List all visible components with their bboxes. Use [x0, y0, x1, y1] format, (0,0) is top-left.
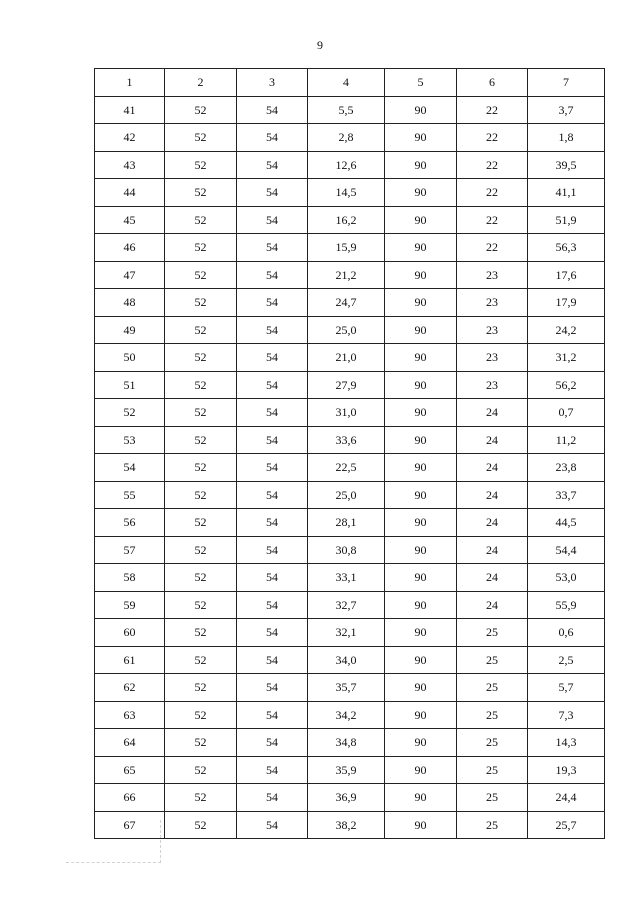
table-cell: 47	[95, 261, 165, 289]
table-cell: 90	[385, 674, 457, 702]
table-cell: 23	[457, 344, 528, 372]
table-cell: 52	[165, 701, 237, 729]
table-cell: 54	[237, 454, 308, 482]
table-row	[95, 426, 605, 454]
table-cell: 54	[237, 564, 308, 592]
table-cell: 30,8	[308, 536, 385, 564]
table-cell: 90	[385, 454, 457, 482]
table-cell: 52	[165, 206, 237, 234]
column-header: 7	[528, 69, 605, 97]
table-cell: 35,7	[308, 674, 385, 702]
table-cell: 48	[95, 289, 165, 317]
table-cell: 52	[165, 124, 237, 152]
table-cell: 52	[165, 564, 237, 592]
table-cell: 90	[385, 316, 457, 344]
table-cell: 90	[385, 261, 457, 289]
table-cell: 58	[95, 564, 165, 592]
table-cell: 90	[385, 234, 457, 262]
table-header-row	[95, 69, 605, 97]
table-cell: 90	[385, 206, 457, 234]
table-cell: 24	[457, 454, 528, 482]
page-number: 9	[317, 38, 323, 52]
table-cell: 52	[165, 371, 237, 399]
table-cell: 21,0	[308, 344, 385, 372]
table-row	[95, 234, 605, 262]
table-cell: 56,2	[528, 371, 605, 399]
table-cell: 53,0	[528, 564, 605, 592]
table-cell: 24	[457, 481, 528, 509]
table-cell: 34,8	[308, 729, 385, 757]
table-row	[95, 454, 605, 482]
table-cell: 90	[385, 179, 457, 207]
table-cell: 41,1	[528, 179, 605, 207]
table-row	[95, 289, 605, 317]
table-cell: 54	[237, 96, 308, 124]
table-cell: 33,1	[308, 564, 385, 592]
table-cell: 54	[237, 591, 308, 619]
table-cell: 54	[237, 481, 308, 509]
table-cell: 54	[237, 261, 308, 289]
table-cell: 54	[237, 151, 308, 179]
table-cell: 56,3	[528, 234, 605, 262]
table-cell: 52	[165, 399, 237, 427]
table-cell: 54	[237, 234, 308, 262]
table-cell: 52	[165, 674, 237, 702]
table-row	[95, 481, 605, 509]
table-row	[95, 674, 605, 702]
table-cell: 60	[95, 619, 165, 647]
table-cell: 52	[165, 289, 237, 317]
table-cell: 25	[457, 701, 528, 729]
table-cell: 90	[385, 124, 457, 152]
table-cell: 24	[457, 426, 528, 454]
table-cell: 52	[165, 316, 237, 344]
table-cell: 54	[237, 371, 308, 399]
table-cell: 54	[237, 701, 308, 729]
table-cell: 22	[457, 206, 528, 234]
table-cell: 24	[457, 399, 528, 427]
table-cell: 90	[385, 729, 457, 757]
table-cell: 25	[457, 619, 528, 647]
table-cell: 64	[95, 729, 165, 757]
column-header: 3	[237, 69, 308, 97]
table-cell: 54	[237, 674, 308, 702]
table-cell: 54	[237, 729, 308, 757]
table-cell: 90	[385, 591, 457, 619]
table-cell: 52	[165, 151, 237, 179]
table-cell: 90	[385, 96, 457, 124]
table-cell: 52	[165, 646, 237, 674]
table-row	[95, 151, 605, 179]
table-cell: 56	[95, 509, 165, 537]
table-cell: 21,2	[308, 261, 385, 289]
table-cell: 25	[457, 646, 528, 674]
table-cell: 52	[165, 591, 237, 619]
table-cell: 61	[95, 646, 165, 674]
table-row	[95, 564, 605, 592]
table-cell: 5,7	[528, 674, 605, 702]
table-cell: 22	[457, 179, 528, 207]
table-cell: 5,5	[308, 96, 385, 124]
table-cell: 23	[457, 316, 528, 344]
table-cell: 34,0	[308, 646, 385, 674]
table-cell: 24	[457, 591, 528, 619]
table-cell: 52	[165, 509, 237, 537]
table-cell: 90	[385, 811, 457, 839]
table-cell: 52	[165, 536, 237, 564]
table-cell: 54	[237, 206, 308, 234]
table-row	[95, 344, 605, 372]
table-cell: 15,9	[308, 234, 385, 262]
table-cell: 39,5	[528, 151, 605, 179]
table-cell: 19,3	[528, 756, 605, 784]
table-cell: 51	[95, 371, 165, 399]
table-cell: 55	[95, 481, 165, 509]
table-cell: 59	[95, 591, 165, 619]
table-cell: 90	[385, 344, 457, 372]
table-cell: 90	[385, 151, 457, 179]
table-cell: 52	[165, 481, 237, 509]
table-cell: 24	[457, 509, 528, 537]
table-row	[95, 591, 605, 619]
table-row	[95, 811, 605, 839]
data-table	[94, 68, 605, 839]
table-cell: 90	[385, 756, 457, 784]
table-cell: 1,8	[528, 124, 605, 152]
table-cell: 22	[457, 151, 528, 179]
table-cell: 24	[457, 564, 528, 592]
table-cell: 50	[95, 344, 165, 372]
table-row	[95, 371, 605, 399]
table-cell: 54	[237, 426, 308, 454]
table-row	[95, 206, 605, 234]
table-cell: 54	[237, 536, 308, 564]
table-cell: 33,6	[308, 426, 385, 454]
table-row	[95, 316, 605, 344]
table-cell: 23	[457, 261, 528, 289]
table-row	[95, 784, 605, 812]
table-cell: 54	[237, 179, 308, 207]
table-body	[95, 96, 605, 839]
table-row	[95, 729, 605, 757]
table-cell: 24,2	[528, 316, 605, 344]
table-cell: 54	[237, 811, 308, 839]
table-cell: 17,9	[528, 289, 605, 317]
table-cell: 52	[165, 454, 237, 482]
table-cell: 25,0	[308, 316, 385, 344]
table-cell: 25,0	[308, 481, 385, 509]
table-cell: 54	[95, 454, 165, 482]
table-cell: 44,5	[528, 509, 605, 537]
table-cell: 52	[165, 619, 237, 647]
table-cell: 45	[95, 206, 165, 234]
table-cell: 52	[165, 426, 237, 454]
table-cell: 7,3	[528, 701, 605, 729]
column-header: 4	[308, 69, 385, 97]
table-cell: 90	[385, 619, 457, 647]
table-cell: 41	[95, 96, 165, 124]
table-cell: 54	[237, 756, 308, 784]
table-cell: 32,7	[308, 591, 385, 619]
table-cell: 90	[385, 784, 457, 812]
table-cell: 36,9	[308, 784, 385, 812]
table-cell: 14,5	[308, 179, 385, 207]
table-cell: 65	[95, 756, 165, 784]
table-cell: 52	[165, 729, 237, 757]
table-cell: 90	[385, 371, 457, 399]
table-row	[95, 619, 605, 647]
table-cell: 90	[385, 536, 457, 564]
table-cell: 17,6	[528, 261, 605, 289]
table-row	[95, 509, 605, 537]
table-cell: 24	[457, 536, 528, 564]
table-cell: 23	[457, 371, 528, 399]
table-cell: 54	[237, 289, 308, 317]
table-cell: 16,2	[308, 206, 385, 234]
table-row	[95, 756, 605, 784]
table-row	[95, 179, 605, 207]
table-cell: 90	[385, 399, 457, 427]
column-header: 2	[165, 69, 237, 97]
table-row	[95, 261, 605, 289]
table-cell: 2,8	[308, 124, 385, 152]
table-cell: 22	[457, 96, 528, 124]
table-cell: 55,9	[528, 591, 605, 619]
table-cell: 54	[237, 784, 308, 812]
table-cell: 90	[385, 509, 457, 537]
table-cell: 28,1	[308, 509, 385, 537]
table-cell: 31,2	[528, 344, 605, 372]
table-cell: 24,7	[308, 289, 385, 317]
table-cell: 52	[165, 811, 237, 839]
table-cell: 52	[165, 756, 237, 784]
table-cell: 52	[165, 261, 237, 289]
table-cell: 67	[95, 811, 165, 839]
table-cell: 53	[95, 426, 165, 454]
table-cell: 32,1	[308, 619, 385, 647]
table-cell: 63	[95, 701, 165, 729]
table-cell: 35,9	[308, 756, 385, 784]
table-row	[95, 96, 605, 124]
table-cell: 11,2	[528, 426, 605, 454]
table-cell: 90	[385, 426, 457, 454]
table-cell: 27,9	[308, 371, 385, 399]
table-cell: 66	[95, 784, 165, 812]
table-cell: 49	[95, 316, 165, 344]
table-cell: 22	[457, 124, 528, 152]
table-cell: 33,7	[528, 481, 605, 509]
table-cell: 22	[457, 234, 528, 262]
table-cell: 54	[237, 509, 308, 537]
table-cell: 25	[457, 756, 528, 784]
table-cell: 23,8	[528, 454, 605, 482]
table-cell: 0,6	[528, 619, 605, 647]
table-cell: 90	[385, 289, 457, 317]
table-cell: 42	[95, 124, 165, 152]
table-cell: 52	[165, 784, 237, 812]
table-row	[95, 399, 605, 427]
table-cell: 2,5	[528, 646, 605, 674]
column-header: 6	[457, 69, 528, 97]
table-cell: 54,4	[528, 536, 605, 564]
table-cell: 34,2	[308, 701, 385, 729]
table-cell: 52	[165, 344, 237, 372]
table-row	[95, 701, 605, 729]
table-row	[95, 646, 605, 674]
table-cell: 54	[237, 124, 308, 152]
table-cell: 90	[385, 646, 457, 674]
table-cell: 12,6	[308, 151, 385, 179]
table-cell: 90	[385, 564, 457, 592]
table-cell: 52	[165, 234, 237, 262]
column-header: 1	[95, 69, 165, 97]
table-cell: 43	[95, 151, 165, 179]
column-header: 5	[385, 69, 457, 97]
table-cell: 51,9	[528, 206, 605, 234]
table-cell: 54	[237, 344, 308, 372]
table-cell: 25	[457, 674, 528, 702]
table-cell: 90	[385, 701, 457, 729]
table-cell: 14,3	[528, 729, 605, 757]
table-cell: 23	[457, 289, 528, 317]
table-cell: 3,7	[528, 96, 605, 124]
table-cell: 25	[457, 729, 528, 757]
table-cell: 38,2	[308, 811, 385, 839]
table-cell: 54	[237, 619, 308, 647]
table-cell: 24,4	[528, 784, 605, 812]
table-cell: 57	[95, 536, 165, 564]
table-cell: 52	[95, 399, 165, 427]
table-cell: 25	[457, 784, 528, 812]
table-cell: 44	[95, 179, 165, 207]
scan-artifact	[66, 820, 161, 863]
table-cell: 0,7	[528, 399, 605, 427]
table-cell: 46	[95, 234, 165, 262]
table-row	[95, 124, 605, 152]
table-cell: 25,7	[528, 811, 605, 839]
table-cell: 54	[237, 316, 308, 344]
table-cell: 52	[165, 179, 237, 207]
table-cell: 62	[95, 674, 165, 702]
table-cell: 22,5	[308, 454, 385, 482]
table-cell: 54	[237, 399, 308, 427]
table-cell: 54	[237, 646, 308, 674]
table-row	[95, 536, 605, 564]
table-cell: 31,0	[308, 399, 385, 427]
table-cell: 25	[457, 811, 528, 839]
table-cell: 90	[385, 481, 457, 509]
table-cell: 52	[165, 96, 237, 124]
